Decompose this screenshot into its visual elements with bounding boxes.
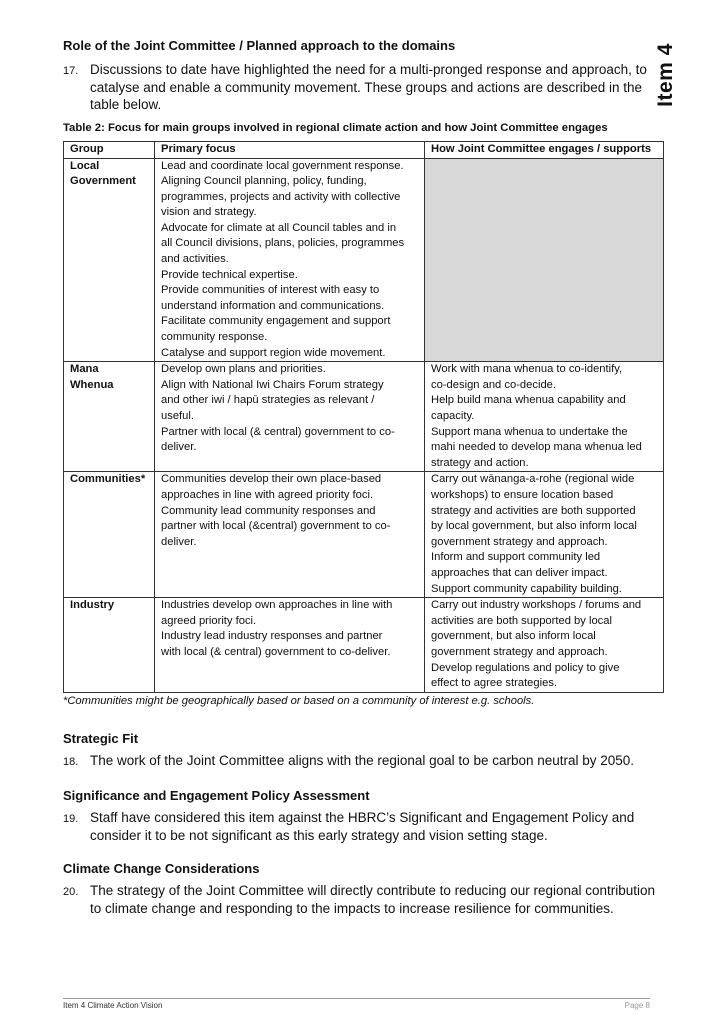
cell-text-line: co-design and co-decide. [431, 378, 557, 391]
table-row [64, 472, 664, 598]
cell-text-line: deliver. [161, 441, 197, 454]
cell-text-line: Community lead community responses and [161, 504, 376, 517]
cell-text-line: capacity. [431, 410, 475, 422]
cell-text-line: Catalyse and support region wide movement. [161, 346, 386, 359]
cell-text-line: effect to agree strategies. [431, 677, 558, 690]
paragraph-19 [63, 809, 663, 844]
footer-page-number: Page 8 [624, 1001, 650, 1010]
cell-text-line: Support mana whenua to undertake the [431, 425, 628, 438]
section-heading-role: Role of the Joint Committee / Planned approach to the domains [63, 38, 456, 53]
paragraph-text: Staff have considered this item against the HBRC’s Significant and Engagement Policy and consider it to be not significant as this early strategy and vision setting stage. [90, 810, 635, 843]
cell-text-line: Government [70, 175, 136, 188]
header-primary-focus: Primary focus [155, 141, 425, 158]
engagement-cell [425, 598, 664, 693]
cell-text-line: Work with mana whenua to co-identify, [431, 363, 623, 376]
paragraph-17 [63, 61, 663, 114]
footer-title: Item 4 Climate Action Vision [63, 1001, 163, 1010]
cell-text-line: partner with local (&central) government to co- [161, 520, 391, 533]
cell-text-line: with local (& central) government to co-deliver. [161, 645, 391, 658]
cell-text-line: useful. [161, 410, 194, 422]
cell-text-line: Lead and coordinate local government response. [161, 159, 404, 172]
cell-text-line: approaches in line with agreed priority foci. [161, 488, 374, 501]
paragraph-20 [63, 882, 663, 917]
paragraph-text: The work of the Joint Committee aligns with the regional goal to be carbon neutral by 2050. [90, 752, 635, 768]
cell-text-line: agreed priority foci. [161, 614, 257, 627]
cell-text-line: programmes, projects and activity with collective [161, 190, 401, 203]
cell-text-line: Help build mana whenua capability and [431, 394, 626, 407]
cell-text-line: Communities* [70, 473, 146, 486]
cell-text-line: Industries develop own approaches in line with [161, 599, 393, 612]
engagement-cell [425, 158, 664, 362]
engagement-cell [425, 472, 664, 598]
cell-text-line: Inform and support community led [431, 551, 601, 564]
item-tag-label: Item 4 [654, 43, 678, 107]
cell-text-line: Facilitate community engagement and support [161, 315, 391, 328]
cell-text-line: Align with National Iwi Chairs Forum strategy [161, 378, 384, 391]
paragraph-text: Discussions to date have highlighted the need for a multi-pronged response and approach, to catalyse and enable a community movement. These groups and actions are described in the table below. [90, 62, 647, 112]
cell-text-line: strategy and activities are both supported [431, 504, 636, 517]
cell-text-line: Carry out industry workshops / forums and [431, 599, 642, 612]
table-row [64, 598, 664, 693]
cell-text-line: by local government, but also inform local [431, 520, 637, 533]
paragraph-number: 18. [63, 755, 79, 768]
cell-text-line: strategy and action. [431, 456, 529, 469]
table-footnote: *Communities might be geographically based or based on a community of interest e.g. schools. [63, 694, 535, 707]
cell-text-line: Partner with local (& central) government to co- [161, 425, 395, 438]
primary-focus-cell [155, 472, 425, 598]
cell-text-line: understand information and communications. [161, 299, 385, 312]
cell-text-line: Whenua [70, 378, 114, 391]
cell-text-line: workshops) to ensure location based [431, 488, 614, 501]
header-group: Group [64, 141, 155, 158]
cell-text-line: community response. [161, 331, 268, 344]
cell-text-line: mahi needed to develop mana whenua led [431, 441, 642, 454]
section-heading-climate: Climate Change Considerations [63, 861, 260, 877]
cell-text-line: and activities. [161, 253, 229, 266]
cell-text-line: Industry [70, 599, 115, 612]
group-cell [64, 472, 155, 598]
page-content [63, 38, 663, 917]
table-row [64, 362, 664, 472]
cell-text-line: Mana [70, 363, 99, 376]
primary-focus-cell [155, 158, 425, 362]
cell-text-line: activities are both supported by local [431, 614, 612, 627]
cell-text-line: Provide technical expertise. [161, 268, 298, 281]
cell-text-line: Develop regulations and policy to give [431, 661, 620, 674]
table-header-row [64, 141, 664, 158]
header-engagement: How Joint Committee engages / supports [425, 141, 664, 158]
primary-focus-cell [155, 598, 425, 693]
group-cell [64, 598, 155, 693]
table-row [64, 158, 664, 362]
cell-text-line: and other iwi / hapū strategies as relevant / [161, 394, 375, 407]
primary-focus-cell [155, 362, 425, 472]
cell-text-line: Support community capability building. [431, 582, 622, 595]
page-footer [63, 998, 650, 1010]
paragraph-number: 17. [63, 65, 79, 77]
cell-text-line: approaches that can deliver impact. [431, 566, 608, 579]
cell-text-line: Develop own plans and priorities. [161, 363, 326, 376]
group-cell [64, 158, 155, 362]
cell-text-line: government strategy and approach. [431, 535, 608, 548]
paragraph-18 [63, 752, 663, 772]
cell-text-line: government, but also inform local [431, 630, 596, 643]
cell-text-line: vision and strategy. [161, 206, 257, 219]
paragraph-text: The strategy of the Joint Committee will directly contribute to reducing our regional contribution to climate change and responding to the impacts to increase resilience for communities. [90, 883, 656, 916]
section-heading-significance: Significance and Engagement Policy Assessment [63, 788, 370, 804]
cell-text-line: all Council divisions, plans, policies, programmes [161, 237, 405, 250]
cell-text-line: Local [70, 159, 100, 172]
cell-text-line: government strategy and approach. [431, 645, 608, 658]
cell-text-line: Advocate for climate at all Council tables and in [161, 221, 397, 234]
section-heading-strategic-fit: Strategic Fit [63, 730, 139, 746]
cell-text-line: Aligning Council planning, policy, funding, [161, 175, 367, 188]
cell-text-line: Communities develop their own place-based [161, 473, 382, 486]
cell-text-line: Carry out wānanga-a-rohe (regional wide [431, 473, 635, 486]
group-cell [64, 362, 155, 472]
paragraph-number: 20. [63, 886, 79, 899]
table-caption: Table 2: Focus for main groups involved in regional climate action and how Joint Committee engages [63, 121, 608, 134]
focus-table [63, 141, 664, 693]
cell-text-line: Provide communities of interest with easy to [161, 284, 380, 297]
cell-text-line: deliver. [161, 535, 197, 548]
engagement-cell [425, 362, 664, 472]
paragraph-number: 19. [63, 813, 79, 826]
cell-text-line: Industry lead industry responses and partner [161, 630, 383, 643]
